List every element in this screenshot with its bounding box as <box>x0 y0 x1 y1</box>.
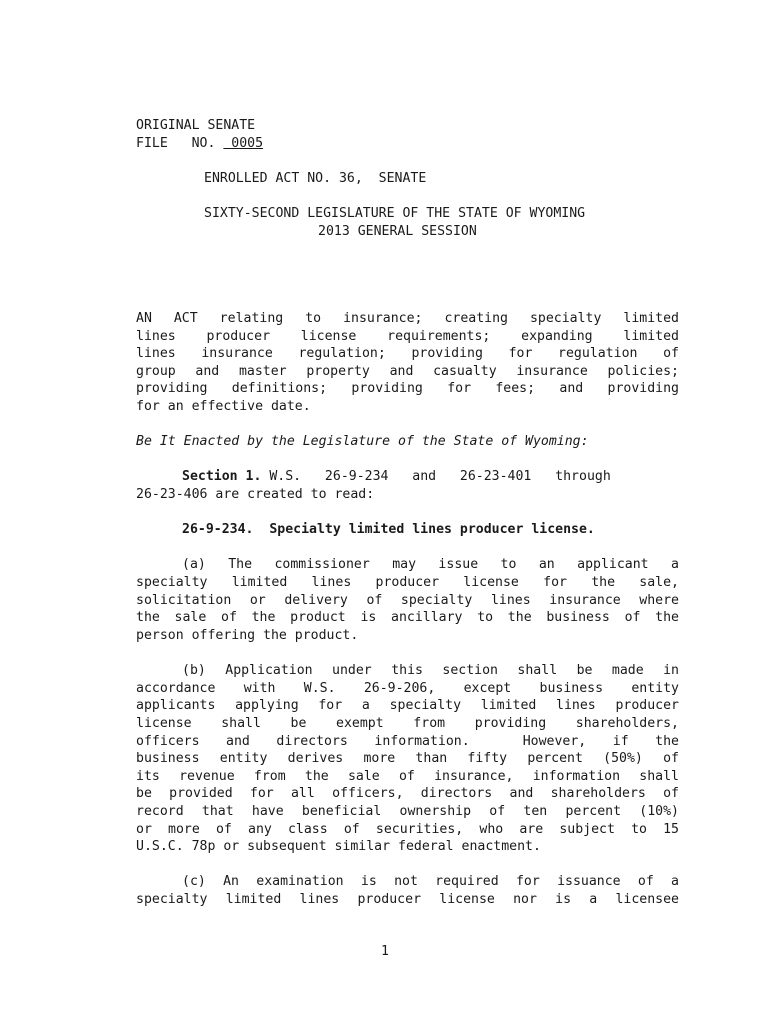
para-a-line: (a) The commissioner may issue to an applicant a <box>182 557 679 572</box>
section-heading: 26-9-234. Specialty limited lines producer license. <box>182 522 595 537</box>
para-b-line: or more of any class of securities, who are subject to 15 <box>136 822 679 837</box>
act-title-line: providing definitions; providing for fees; and providing <box>136 381 679 396</box>
para-b-line: business entity derives more than fifty percent (50%) of <box>136 751 679 766</box>
para-b-line: be provided for all officers, directors and shareholders of <box>136 786 679 801</box>
para-b-line: license shall be exempt from providing shareholders, <box>136 716 679 731</box>
para-a-line: solicitation or delivery of specialty lines insurance where <box>136 593 679 608</box>
file-label: FILE NO. <box>136 136 216 151</box>
section1-line1 <box>182 468 679 486</box>
para-b-line: U.S.C. 78p or subsequent similar federal enactment. <box>136 839 541 854</box>
section1-text: W.S. 26-9-234 and 26-23-401 through <box>269 469 611 484</box>
para-a-line: person offering the product. <box>136 628 359 643</box>
enrolled-act-line: ENROLLED ACT NO. 36, SENATE <box>204 171 427 186</box>
para-c-line: (c) An examination is not required for issuance of a <box>182 874 679 889</box>
para-c-line: specialty limited lines producer license nor is a licensee <box>136 892 679 907</box>
para-b-line: (b) Application under this section shall be made in <box>182 663 679 678</box>
header-file-number <box>136 135 679 153</box>
act-title-line: AN ACT relating to insurance; creating specialty limited <box>136 311 679 326</box>
act-title-line: lines producer license requirements; expanding limited <box>136 329 679 344</box>
legislature-line: SIXTY-SECOND LEGISLATURE OF THE STATE OF WYOMING <box>204 206 586 221</box>
act-title-line: for an effective date. <box>136 399 311 414</box>
enacting-clause: Be It Enacted by the Legislature of the State of Wyoming: <box>136 434 589 449</box>
section1-label: Section 1. <box>182 469 262 484</box>
act-title-line: lines insurance regulation; providing for regulation of <box>136 346 679 361</box>
para-b-line: applicants applying for a specialty limited lines producer <box>136 698 679 713</box>
page-number: 1 <box>381 944 389 959</box>
para-b-line: its revenue from the sale of insurance, information shall <box>136 769 679 784</box>
para-b-line: record that have beneficial ownership of ten percent (10%) <box>136 804 679 819</box>
para-b-line: officers and directors information. However, if the <box>136 734 679 749</box>
act-title-line: group and master property and casualty insurance policies; <box>136 364 679 379</box>
section1-line2: 26-23-406 are created to read: <box>136 487 375 502</box>
para-a-line: specialty limited lines producer license for the sale, <box>136 575 679 590</box>
para-a-line: the sale of the product is ancillary to the business of the <box>136 610 679 625</box>
session-line: 2013 GENERAL SESSION <box>318 224 477 239</box>
header-original-senate: ORIGINAL SENATE <box>136 118 256 133</box>
para-b-line: accordance with W.S. 26-9-206, except business entity <box>136 681 679 696</box>
file-number: 0005 <box>223 136 264 151</box>
